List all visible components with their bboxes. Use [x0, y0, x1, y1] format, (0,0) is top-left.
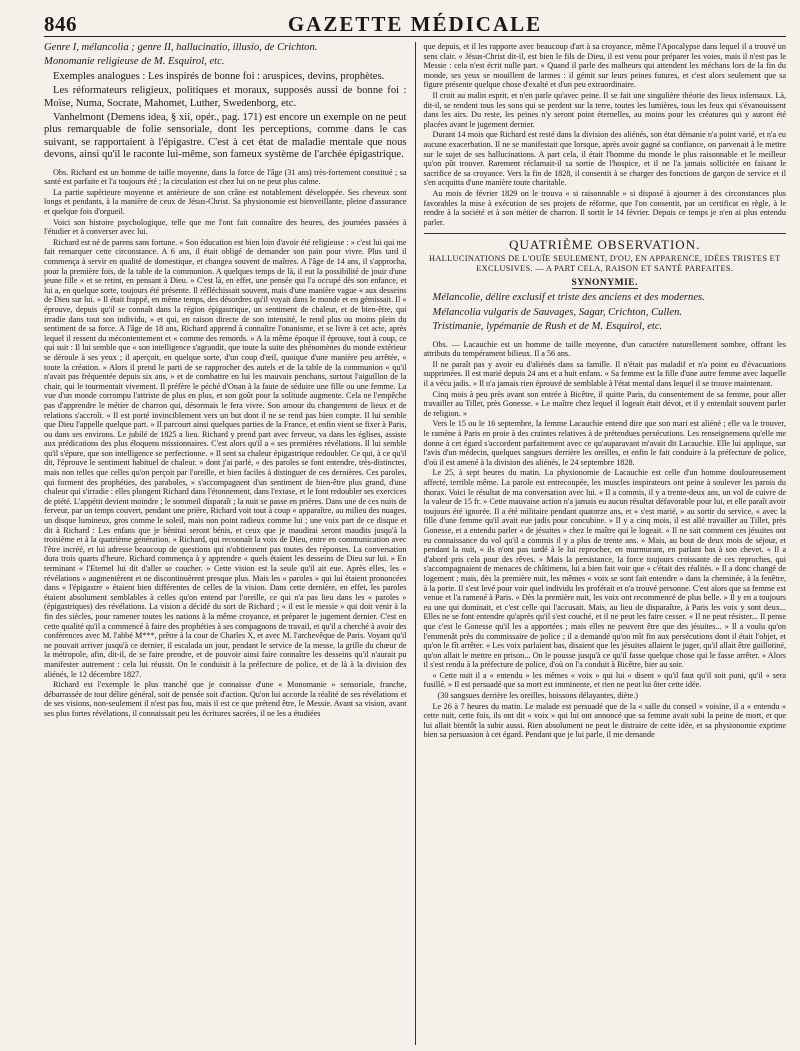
- left-column: [44, 42, 415, 1045]
- paragraph: Obs. — Lacauchie est un homme de taille moyenne, d'un caractère naturellement sombre, offrant les attributs du tempérament bilieux. Il a 56 ans.: [423, 339, 786, 359]
- paragraph: La partie supérieure moyenne et antérieure de son crâne est notablement développée. Ses cheveux sont longs et pendants, à la manière de ceux de Jésus-Christ. Sa physionomie est bienveillante, pleine d'assurance et quelque fois d'orgueil.: [44, 187, 407, 217]
- paragraph: « Cette nuit il a « entendu » les mêmes « voix » qui lui « disent » qu'il faut qu'il soit puni, qu'il « sera fusillé. » Il est persuadé que sa mort est imminente, et rien ne peut lui ôter cette idée.: [423, 670, 786, 690]
- paragraph: Le 26 à 7 heures du matin. Le malade est persuadé que de la « salle du conseil » voisine, il a « entendu » cette nuit, cette fois, ils ont dit « voix » qui lui ont annoncé que sa femme avait subi la peine de mort, et que lui allait bientôt la subir aussi. Rien absolument ne peut le distraire de cette idée, et sa physionomie exprime bien sa persuasion à cet égard. Pendant que je lui parle, il me demande: [423, 701, 786, 740]
- paragraph: Le 25, à sept heures du matin. La physionomie de Lacauchie est celle d'un homme douloureusement affecté, terrible même. La parole est entrecoupée, les muscles inspirateurs ont peine à soulever les parois du thorax. Voici le résultat de ma conversation avec lui. « Il a commis, il y a trente-deux ans, un vol de cuivre de la valeur de 15 fr. » Cette mauvaise action n'a jamais eu aucun résultat défavorable pour lui, et elle paraît avoir toujours été ignorée. Il a été militaire pendant quatorze ans, et « s'est marié, » au sortir du service, « avec la fille d'une femme qu'il avait eue jadis pour concubine. » Il y a cinq mois, il est allé travailler au Tillet, près Gonesse, et a entendu parler « de jésuites » chez le maître qui le logeait. « Il ne sait comment ces jésuites ont eu connaissance du vol qu'il a commis il y a plus de trente ans. » Mais, au bout de deux mois de séjour, et pendant la nuit, « ils n'ont pas tardé à le lui reprocher, en murmurant, en parlant bas à son chevet. « Il a d'abord pris cela pour des rêves. » Mais la persistance, la force toujours croissante de ces reproches, qui s'accompagnaient de menaces de châtimens, lui a bien fait voir que « c'était des réalités. » Il a donc changé de logement ; mais, dès la première nuit, les mêmes « voix se sont fait entendre » dans la cheminée, à la fenêtre, à la porte. Il s'est levé pour voir quel individu les proférait et n'a trouvé personne. C'est alors que sa femme est venue et l'a ramené à Paris. « Dès la première nuit, les voix ont recommencé de plus belle. » Il y en a toujours eu une qui dominait, et c'est celle qui l'accusait. Mais, au lieu de disparaître, à Paris les voix y sont deux... Elles ne se font entendre qu'après qu'il s'est couché, et il ne peut les faire cesser. « Il ne peut résister... Il pense que c'est le Gonesse qu'il les a apportées ; mais elles ne peuvent être que des jésuites... » Il a voulu qu'on l'emmenât près du commissaire de police ; il a demandé qu'on mît fin aux persécutions dont il était l'objet, et qu'on le fît arrêter. « Les voix parlaient bas, disaient que les jésuites allaient le juger, qu'il allait être guillotiné, qu'on allait le mettre en prison... On le pousse jusqu'à ce qu'il fasse quelque chose qui le fasse arrêter. » Alors il s'est rendu à la préfecture de police, d'où on l'a conduit à Bicêtre, hier au soir.: [423, 468, 786, 670]
- synonymie-heading-text: SYNONYMIE.: [571, 277, 638, 288]
- paragraph: Voici son histoire psychologique, telle que me l'ont fait connaître des heures, des journées passées à l'étudier et à converser avec lui.: [44, 217, 407, 237]
- intro-block: [44, 42, 407, 162]
- intro-line: Monomanie religieuse de M. Esquirol, etc.: [44, 56, 225, 68]
- section-subtitle: HALLUCINATIONS DE L'OUÏE SEULEMENT, D'OU, EN APPARENCE, IDÉES TRISTES ET EXCLUSIVES. — A PART CELA, RAISON ET SANTÉ PARFAITES.: [428, 253, 781, 273]
- paragraph: Au mois de février 1829 on le trouva « si raisonnable » si disposé à ajourner à des circonstances plus favorables la mise à exécution de ses projets de réforme, que l'on consentit, par un certificat en règle, à le rendre à la société et à son métier de charron. Il sortit le 14 février. Depuis ce temps je n'en ai plus entendu parler.: [423, 188, 786, 227]
- section-title: QUATRIÈME OBSERVATION.: [424, 233, 787, 250]
- intro-line: Exemples analogues : Les inspirés de bonne foi : aruspices, devins, prophètes.: [53, 70, 385, 82]
- intro-line: Les réformateurs religieux, politiques et moraux, supposés aussi de bonne foi : Moïse, Numa, Socrate, Mahomet, Luther, Swedenborg, etc.: [44, 85, 407, 109]
- journal-title: GAZETTE MÉDICALE: [287, 12, 543, 36]
- page-header: [44, 10, 786, 37]
- intro-line: Genre I, mélancolia ; genre II, hallucinatio, illusio, de Crichton.: [44, 42, 318, 53]
- synonymie-line: Mélancolie, délire exclusif et triste des anciens et des modernes.: [432, 292, 705, 304]
- paragraph: Obs. Richard est un homme de taille moyenne, dans la force de l'âge (31 ans) très-fortement constitué ; sa santé est parfaite et l'a toujours été ; la circulation est chez lui on ne peut plus calme.: [44, 167, 407, 187]
- paragraph: Durant 14 mois que Richard est resté dans la division des aliénés, son état démanie n'a point varié, et n'a eu aucune exacerbation. Il ne se manifestait que lorsque, après avoir gagné sa confiance, on parvenait à le mettre sur le sujet de ses hallucinations. A part cela, il était l'homme du monde le plus raisonnable et le meilleur qu'on pût trouver. Rarement réclamait-il sa sortie de l'hospice, et il ne l'a jamais sollicitée en faisant le sacrifice de sa croyance. Vers la fin de 1828, il consentit à se charger des fonctions de garçon de service et il s'en acquitta d'une manière toute charitable.: [423, 130, 786, 188]
- synonymie-heading: [424, 279, 787, 289]
- right-column: [415, 42, 787, 1045]
- paragraph: que depuis, et il les rapporte avec beaucoup d'art à sa croyance, même l'Apocalypse dans lequel il a trouvé un sens clair. « Jésus-Christ dit-il, est bien le fils de Dieu, il est venu pour préparer les voies, mais il n'est pas le Messie : cela n'est écrit nulle part. » Quand il parle des malheurs qui attendent les méchans lors de la fin du monde, ses yeux se mouillent de larmes : il gémit sur leurs peines futures, et c'est alors seulement que sa figure présente quelque chose d'exalté et d'un peu extraordinaire.: [423, 42, 786, 90]
- page-number: 846: [44, 12, 77, 36]
- intro-line: Vanhelmont (Demens idea, § xii, opér., pag. 171) est encore un exemple on ne peut plus remarquable de folie sensoriale, dont les perceptions, comme dans le cas suivant, se rapportaient à l'épigastre. C'est à cet état de maladie mentale que nous devons, ainsi qu'il le raconte lui-même, son fameux système de l'archée épigastrique.: [44, 112, 407, 161]
- paragraph: Vers le 15 ou le 16 septembre, la femme Lacauchie entend dire que son mari est aliéné ; elle va le trouver, le ramène à Paris en proie à des craintes relatives à de prétendues persécutions. Les renseignemens qu'elle me donne à cet égard s'accordent parfaitement avec ce qu'auparavant m'avait dit Lacauchie. Elle lui applique, sur l'avis d'un médecin, quelques sangsues derrière les oreilles, et enfin le fait conduire à la préfecture de police, d'où il est amené à la division des aliénés, le 24 septembre 1828.: [423, 419, 786, 467]
- paragraph: Il croit au malin esprit, et n'en parle qu'avec peine. Il se fait une singulière théorie des lieux infernaux. Là, dit-il, se rendent tous les sons qui se perdent sur la terre, toutes les lumières, tous les feux qui s'évanouissent dans les airs. Du reste, les peines n'y seront point éternelles, au moins pour les créatures qui y auront été placées avant le jugement dernier.: [423, 90, 786, 129]
- paragraph: Cinq mois à peu près avant son entrée à Bicêtre, il quitte Paris, du consentement de sa femme, pour aller travailler au Tillet, près Gonesse. « Le maître chez lequel il logeait était dévot, et il y entendait souvent parler de religion. »: [423, 389, 786, 418]
- synonymie-list: [424, 292, 787, 333]
- paragraph: Richard est né de parens sans fortune. « Son éducation est bien loin d'avoir été religieuse : » c'est lui qui me fait remarquer cette circonstance. A 6 ans, il était obligé de demander son pain pour vivre. Plus tard il commença à servir en qualité de domestique, et changea souvent de maîtres. A l'âge de 14 ans, il s'approcha, pour la première fois, de la table de la communion. A quelques temps de là, il eut la possibilité de jouir d'une jeune fille « et se retint, en pensant à Dieu. » C'est là, en effet, une pensée qui l'a occupé dès son enfance, et lui a, en quelque sorte, toujours été présente. Il réfléchissait souvent, mais d'une manière vague « aux desseins de Dieu sur lui. » Il était frappé, en même temps, des désordres qu'il voyait dans le monde et en gémissait. Il « éprouve, depuis qu'il se connaît dans la région épigastrique, un sentiment de chaleur, et de bien-être, qui irradie dans tout son individu, » et qui, en raison directe de son intensité, le rend plus ou moins plein du sentiment de sa force. A l'âge de 18 ans, Richard apprend à connaître l'onanisme, et se livre à cet acte, après lequel il ressent du mécontentement et « comme des remords. » A la même époque il éprouve, tout à coup, ce qui suit : Il lui semble que « son intelligence s'agrandit, que toute la suite des phénomènes du monde extérieur se déroule à ses yeux ; il aperçoit, en quelque sorte, d'un coup d'œil, quoique d'une manière peu arrêtée, « toute la création. » Alors il prend le parti de se rapprocher des autels et de la table de la communion « qu'il n'avait pas fréquentée depuis six ans, » et de combattre en lui les mauvais penchans, surtout l'aiguillon de la chair, qui le tourmentait vivement. Il préfère le péché d'Onan à la faute de séduire une fille ou une femme. La vue d'un monde corrompu l'attriste de plus en plus, et son goût pour la solitude augmente. Cela ne l'empêche pas d'apprendre le métier de charron qui, désormais le fera vivre. Son amour du changement de lieux et de relations s'accroît. « Il est porté invinciblement vers un but dont il ne se rend pas bien compte. Il lui semble que Dieu l'appelle quelque part. » Il parcourt ainsi quelques parties de la France, et enfin vient se fixer à Paris, ou dans ses environs. Le jubilé de 1825 a lieu. Richard y prend part avec ferveur, va dans les églises, assiste aux prédications des plus éloquens missionnaires. C'est alors qu'il a « ses premières révélations. Il lui semble qu'il s'épure, que son intelligence se perfectionne. » Il sent sa chaleur épigastrique redoubler. Ce qui, à ce qu'il dit, l'éprouve le sentiment habituel de chaleur. » dont j'ai parlé, « des paroles se font entendre, très-distinctes, mais non telles que celles qu'on perçoit par l'oreille, et bien faciles à distinguer de ces dernières. Ces paroles, qui forment des prophéties, des paraboles, » s'accompagnent d'un sentiment de bien-être plus grand, d'une chaleur qui s'irradie : elles plongent Richard dans l'étonnement, dans l'extase, et le font redoubler ses exercices de piété. L'appétit devient moindre ; le sommeil disparaît ; la nuit se passe en prières. Dans une de ces nuits de ferveur, par un temps couvert, pendant une prière, Richard voit tout à coup « apparaître, au milieu des nuages, un disque lumineux, gros comme le soleil, mais non point radieux comme lui ; une voix part de ce disque et dit à Richard : Les enfans que je bénirai seront bénis, et ceux que je maudirai seront maudits jusqu'à la troisième et à la quatrième génération. » Richard, qui reconnaît la voix de Dieu, entre en communication avec l'être incréé, et lui adresse beaucoup de questions qui n'obtiennent pas toutes des réponses. La conversation dura trois quarts d'heure. Richard commença à y apprendre « quels étaient les desseins de Dieu sur lui. » En terminant « l'Eternel lui dit d'aller se coucher. » Cette vision est la seule qu'il ait eue. Après elles, les « révélations » augmentèrent et ne discontinuèrent presque plus. Mais les « paroles » qui lui étaient prononcées dans « l'épigastre » étaient bien différentes de celles de la vision. Dans cette dernière, en effet, les paroles étaient absolument semblables à celles qu'on entend par l'oreille, ce qui n'a pas lieu dans les « paroles » (épigastriques) des révélations. La vision a décidé du sort de Richard ; « il est le messie » qui doit venir à la fin des siècles, pour ramener toutes les nations à la même croyance, et préparer le jugement dernier. C'est en cette qualité qu'il a commencé à faire des prophéties à ses compagnons de travail, et qu'il a cherché à avoir des conférences avec M. l'abbé M***, prêtre à la cour de Charles X, et avec M. l'archevêque de Paris. Voyant qu'il ne pouvait arriver jusqu'à ce dernier, il escalada un jour, pendant le service de la messe, la grille du chœur de la métropole, afin, dit-il, de se faire prendre, et de pouvoir ainsi faire connaître les desseins qu'il n'aurait pu manifester autrement : cela lui réussit. On le conduisit à la préfecture de police, et de là à la division des aliénés, le 12 décembre 1827.: [44, 237, 407, 679]
- text-columns: [44, 42, 786, 1045]
- paragraph: Il ne paraît pas y avoir eu d'aliénés dans sa famille. Il n'était pas maladif et n'a point eu d'évacuations supprimées. Il est marié depuis 24 ans et a huit enfans. « Sa femme est la fille d'une autre femme avec laquelle il a vécu jadis. » Il n'a jamais rien éprouvé de semblable à l'état mental dans lequel il se trouve maintenant.: [423, 359, 786, 389]
- treatment-note: (30 sangsues derrière les oreilles, boissons délayantes, diète.): [437, 691, 639, 701]
- synonymie-line: Mélancolia vulgaris de Sauvages, Sagar, Crichton, Cullen.: [432, 306, 683, 318]
- synonymie-line: Tristimanie, lypémanie de Rush et de M. Esquirol, etc.: [432, 321, 663, 333]
- paragraph: Richard est l'exemple le plus tranché que je connaisse d'une « Monomanie » sensoriale, franche, débarrassée de tout délire général, soit de pensée soit d'action. Qu'on lui accorde la réalité de ses révélations et de ses visions, non-seulement il n'est pas fou, mais il est ce que prétend être, le Messie. Avant sa vision, avant ses plus fortes révélations, il connaissait peu les écritures sacrées, il ne les a étudiées: [44, 680, 407, 718]
